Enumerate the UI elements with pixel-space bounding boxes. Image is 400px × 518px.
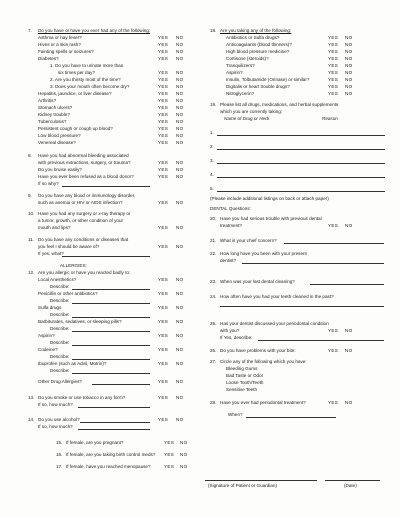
q12-item-yes[interactable]: YES — [158, 347, 169, 352]
q12-describe-label: Describe: — [50, 284, 70, 289]
q12-item-no[interactable]: NO — [176, 333, 184, 338]
q19-row-line[interactable] — [217, 163, 385, 164]
q8-no[interactable]: NO — [176, 167, 184, 172]
q7-item-label: Low blood pressure? — [38, 133, 81, 138]
q15-yes[interactable]: YES — [164, 440, 175, 445]
q7-item-yes[interactable]: YES — [158, 105, 169, 110]
q13-number: 13. — [28, 395, 35, 400]
q24-number: 24. — [210, 294, 217, 299]
q19-row-line[interactable] — [217, 177, 385, 178]
q25-describe-line[interactable] — [258, 340, 384, 341]
q12-item-yes[interactable]: YES — [158, 319, 169, 324]
q11-line: If yes, what? — [38, 251, 64, 256]
q11-line: Do you have any conditions or diseases that — [38, 237, 129, 242]
q7-item-yes[interactable]: YES — [158, 42, 169, 47]
q26-no[interactable]: NO — [345, 348, 353, 353]
q7-item-no[interactable]: NO — [176, 91, 184, 96]
q12-title: Are you allergic or have you reacted badly to: — [38, 270, 131, 275]
q18-item-label: Tranquilizers? — [226, 63, 255, 68]
q20-no[interactable]: NO — [345, 223, 353, 228]
q18-item-yes[interactable]: YES — [328, 63, 339, 68]
q7-title: Do you have or have you ever had any of the following: — [38, 28, 151, 33]
q8-line: with previous extractions, surgery, or trauma? — [38, 160, 131, 165]
signature-line[interactable] — [205, 480, 317, 481]
q10-line: mouth and lips? — [38, 225, 71, 230]
q12-item-no[interactable]: NO — [176, 277, 184, 282]
q19-row-line[interactable] — [217, 135, 385, 136]
q26-number: 26. — [210, 348, 217, 353]
q8-line: If so why? — [38, 181, 59, 186]
q7-item-label: Kidney trouble? — [38, 112, 70, 117]
q18-item-label: Nitroglycerin? — [226, 91, 255, 96]
q22-line: How long have you been with your present — [220, 251, 307, 256]
q25-number: 25. — [210, 321, 217, 326]
q12-item-label: Other Drug Allergies? — [38, 379, 82, 384]
q25-line: If Yes, describe: — [220, 335, 253, 340]
q18-number: 18. — [210, 28, 217, 33]
q12-describe-line[interactable] — [72, 345, 150, 346]
q28-number: 28. — [210, 400, 217, 405]
q12-describe-line[interactable] — [72, 373, 150, 374]
q8-number: 8. — [28, 153, 32, 158]
q7-item-label: Stomach ulcers? — [38, 105, 73, 110]
q19-line: which you are currently taking: — [220, 109, 283, 114]
q14-line: Do you use alcohol? — [38, 417, 80, 422]
q7-item-yes[interactable]: YES — [158, 98, 169, 103]
q12-other-line[interactable] — [92, 384, 150, 385]
q12-item-no[interactable]: NO — [176, 319, 184, 324]
q7-item-label: Arthritis? — [38, 98, 57, 103]
q28-when-line[interactable] — [246, 417, 336, 418]
q20-line: Have you had serious trouble with previous dental — [220, 216, 322, 221]
q7-item-no[interactable]: NO — [176, 49, 184, 54]
q17-text: If female, have you reached menopause? — [66, 464, 151, 469]
q7-item-label: Asthma or hay fever? — [38, 35, 82, 40]
q12-describe-label: Describe: — [50, 312, 70, 317]
q7-item-yes[interactable]: YES — [158, 126, 169, 131]
q26-text: Do you have problems with your bite: — [220, 348, 296, 353]
q9-no[interactable]: NO — [176, 200, 184, 205]
q23-answer-line[interactable] — [310, 284, 384, 285]
q13-line: If so, how much? — [38, 402, 73, 407]
q11-yes[interactable]: YES — [158, 244, 169, 249]
q12-item-no[interactable]: NO — [176, 347, 184, 352]
q12-describe-line[interactable] — [72, 317, 150, 318]
q28-yes[interactable]: YES — [328, 400, 339, 405]
q22-answer-line[interactable] — [242, 263, 384, 264]
q7-item-no[interactable]: NO — [176, 140, 184, 145]
q22-line: dentist? — [220, 258, 237, 263]
q18-item-label: Insulin, Tolbutamide (Orinase) or similar? — [226, 77, 310, 82]
q12-describe-line[interactable] — [72, 289, 150, 290]
q18-item-no[interactable]: NO — [345, 70, 353, 75]
allergies-heading: ALLERGIES: — [60, 263, 87, 268]
q16-no[interactable]: NO — [180, 452, 188, 457]
q12-describe-line[interactable] — [72, 331, 150, 332]
q18-item-label: Cortisone (steroids)? — [226, 56, 269, 61]
q25-line: Has your dentist discussed your periodontal condition — [220, 321, 329, 326]
q17-number: 17. — [56, 464, 63, 469]
q8-yes[interactable]: YES — [158, 167, 169, 172]
q20-number: 20. — [210, 216, 217, 221]
q25-line: with you? — [220, 328, 240, 333]
q28-when-label: When? — [228, 412, 243, 417]
q7-item-no[interactable]: NO — [176, 98, 184, 103]
q12-item-label: Codeine? — [38, 347, 58, 352]
q14-answer-line[interactable] — [78, 429, 150, 430]
q21-answer-line[interactable] — [284, 243, 384, 244]
q7-item-yes[interactable]: YES — [158, 112, 169, 117]
q10-line: a tumor, growth, or other condition of your — [38, 218, 124, 223]
q8-answer-line[interactable] — [62, 186, 150, 187]
q7-item-label: Tuberculosis? — [38, 119, 67, 124]
q7-item-label: 1. Do you have to urinate more than — [50, 63, 124, 68]
q14-line: If so, how much? — [38, 424, 73, 429]
q18-title: Are you taking any of the following: — [220, 28, 292, 33]
q13-yes[interactable]: YES — [158, 395, 169, 400]
q7-item-no[interactable]: NO — [176, 35, 184, 40]
q7-item-no[interactable]: NO — [176, 126, 184, 131]
q15-text: If female, are you pregnant? — [66, 440, 124, 445]
q12-item-no[interactable]: NO — [176, 379, 184, 384]
q19-row-number: 1. — [210, 130, 214, 135]
q22-number: 22. — [210, 251, 217, 256]
q18-item-label: Anticoagulants (blood thinners)? — [226, 42, 292, 47]
q17-yes[interactable]: YES — [164, 464, 175, 469]
q12-item-label: Ibuprofen (such as Advil, Motrin)? — [38, 361, 107, 366]
q7-item-no[interactable]: NO — [176, 84, 184, 89]
q7-item-label: Hepatitis, jaundice, or liver disease? — [38, 91, 112, 96]
q8-line: Do you bruise easily? — [38, 167, 82, 172]
q16-text: If female, are you taking birth control meds? — [66, 452, 156, 457]
q10-line: Have you had any surgery or x-ray therapy or — [38, 211, 131, 216]
q14-yes[interactable]: YES — [158, 417, 169, 422]
q12-describe-label: Describe: — [50, 326, 70, 331]
dental-questions-heading: DENTAL Questions: — [210, 206, 251, 211]
q7-item-yes[interactable]: YES — [158, 91, 169, 96]
q19-row-number: 3. — [210, 158, 214, 163]
q19-row-line[interactable] — [217, 191, 385, 192]
q7-item-no[interactable]: NO — [176, 119, 184, 124]
q18-item-no[interactable]: NO — [345, 35, 353, 40]
q12-item-no[interactable]: NO — [176, 305, 184, 310]
q27-option[interactable]: Sensitive Teeth — [226, 387, 258, 392]
q7-item-yes[interactable]: YES — [158, 119, 169, 124]
q10-yes[interactable]: YES — [158, 225, 169, 230]
q8-yes[interactable]: YES — [158, 174, 169, 179]
q12-item-label: Local Anesthetics? — [38, 277, 77, 282]
q19-row-number: 2. — [210, 144, 214, 149]
q7-item-label: Fainting spells or seizures? — [38, 49, 94, 54]
q25-no[interactable]: NO — [345, 328, 353, 333]
q9-number: 9. — [28, 193, 32, 198]
q17-no[interactable]: NO — [180, 464, 188, 469]
q12-number: 12. — [28, 270, 35, 275]
q23-number: 23. — [210, 279, 217, 284]
q19-row-number: 5. — [210, 186, 214, 191]
q18-item-label: High blood pressure medicine? — [226, 49, 290, 54]
q7-item-yes[interactable]: YES — [158, 140, 169, 145]
q7-item-no[interactable]: NO — [176, 105, 184, 110]
q18-item-no[interactable]: NO — [345, 63, 353, 68]
q12-describe-label: Describe: — [50, 368, 70, 373]
q14-no[interactable]: NO — [176, 417, 184, 422]
q7-item-label: 3. Does your mouth often become dry? — [50, 84, 130, 89]
q12-describe-label: Describe: — [50, 340, 70, 345]
q18-item-label: Antibiotics or Sulfa drugs? — [226, 35, 280, 40]
q18-item-label: Aspirin? — [226, 70, 243, 75]
q7-item-no[interactable]: NO — [176, 56, 184, 61]
q18-item-yes[interactable]: YES — [328, 56, 339, 61]
q20-line: treatment? — [220, 223, 242, 228]
q13-answer-line[interactable] — [78, 407, 150, 408]
q18-item-no[interactable]: NO — [345, 42, 353, 47]
q7-item-yes[interactable]: YES — [158, 77, 169, 82]
q19-col-name: Name of Drug or Herb — [224, 116, 270, 121]
q18-item-yes[interactable]: YES — [328, 91, 339, 96]
q7-item-no[interactable]: NO — [176, 112, 184, 117]
q8-no[interactable]: NO — [176, 160, 184, 165]
q19-row-line[interactable] — [217, 149, 385, 150]
q7-item-yes[interactable]: YES — [158, 56, 169, 61]
q11-no[interactable]: NO — [176, 244, 184, 249]
q7-item-no[interactable]: NO — [176, 77, 184, 82]
q18-item-no[interactable]: NO — [345, 91, 353, 96]
q19-number: 19. — [210, 102, 217, 107]
q8-line: Have you ever been refused as a blood donor? — [38, 174, 134, 179]
q27-option[interactable]: Bleeding Gums — [226, 366, 258, 371]
q18-item-yes[interactable]: YES — [328, 42, 339, 47]
q9-line: such as anemia or HIV or AIDS infection? — [38, 200, 123, 205]
q18-item-no[interactable]: NO — [345, 49, 353, 54]
q12-item-yes[interactable]: YES — [158, 379, 169, 384]
q11-number: 11. — [28, 237, 35, 242]
q7-item-yes[interactable]: YES — [158, 84, 169, 89]
q18-item-yes[interactable]: YES — [328, 35, 339, 40]
q24-answer-line[interactable] — [220, 306, 384, 307]
q7-item-no[interactable]: NO — [176, 133, 184, 138]
q7-item-no[interactable]: NO — [176, 70, 184, 75]
q12-item-no[interactable]: NO — [176, 291, 184, 296]
q12-item-label: Penicillin or other antibiotics? — [38, 291, 98, 296]
q16-yes[interactable]: YES — [164, 452, 175, 457]
q26-yes[interactable]: YES — [328, 348, 339, 353]
q21-number: 21. — [210, 238, 217, 243]
q18-item-yes[interactable]: YES — [328, 70, 339, 75]
q8-no[interactable]: NO — [176, 174, 184, 179]
q14-line-blank[interactable] — [80, 422, 150, 423]
date-label: (Date) — [344, 483, 357, 488]
q13-line: Do you smoke or use tobacco in any form? — [38, 395, 126, 400]
q8-line: Have you had abnormal bleeding associated — [38, 153, 129, 158]
q12-item-label: Sulfa drugs — [38, 305, 62, 310]
q13-no[interactable]: NO — [176, 395, 184, 400]
q27-option[interactable]: Bad Taste or Odor — [226, 373, 264, 378]
q19-note: (Please include additional listings on back or attach paper) — [210, 196, 329, 201]
q12-item-label: Barbiturates, sedatives, or sleeping pills? — [38, 319, 122, 324]
q7-item-no[interactable]: NO — [176, 42, 184, 47]
q10-no[interactable]: NO — [176, 225, 184, 230]
q19-row-number: 4. — [210, 172, 214, 177]
q7-item-label: Diabetes? — [38, 56, 59, 61]
q12-describe-label: Describe: — [50, 298, 70, 303]
date-line[interactable] — [325, 480, 380, 481]
q7-item-yes[interactable]: YES — [158, 133, 169, 138]
q18-item-yes[interactable]: YES — [328, 49, 339, 54]
q12-item-yes[interactable]: YES — [158, 361, 169, 366]
q12-item-label: Aspirin? — [38, 333, 55, 338]
q19-col-reason: Reason — [322, 116, 338, 121]
q7-item-label: six times per day? — [58, 70, 96, 75]
q12-item-yes[interactable]: YES — [158, 305, 169, 310]
q16-number: 16. — [56, 452, 63, 457]
q18-item-no[interactable]: NO — [345, 56, 353, 61]
q18-item-yes[interactable]: YES — [328, 84, 339, 89]
q15-no[interactable]: NO — [180, 440, 188, 445]
q7-item-label: Hives or a skin rash? — [38, 42, 81, 47]
q28-text: Have you ever had periodontal treatment? — [220, 400, 306, 405]
q18-item-label: Digitalis or heart trouble drugs? — [226, 84, 290, 89]
q27-number: 27. — [210, 359, 217, 364]
q12-item-yes[interactable]: YES — [158, 333, 169, 338]
q21-text: What is your chief concern? — [220, 238, 277, 243]
q28-no[interactable]: NO — [345, 400, 353, 405]
q12-item-yes[interactable]: YES — [158, 291, 169, 296]
q10-number: 10. — [28, 211, 35, 216]
q24-text: How often have you had your teeth cleaned in the past? — [220, 294, 334, 299]
q18-item-no[interactable]: NO — [345, 77, 353, 82]
q11-answer-line[interactable] — [62, 256, 150, 257]
q7-number: 7. — [28, 28, 32, 33]
q12-item-no[interactable]: NO — [176, 361, 184, 366]
q9-line: Do you have any blood or immunology disorder, — [38, 193, 136, 198]
q7-item-yes[interactable]: YES — [158, 70, 169, 75]
q9-yes[interactable]: YES — [158, 200, 169, 205]
q23-text: When was your last dental cleaning? — [220, 279, 295, 284]
q20-yes[interactable]: YES — [328, 223, 339, 228]
q27-text: Circle any of the following which you have: — [220, 359, 307, 364]
q7-item-label: Venereal disease? — [38, 140, 76, 145]
q18-item-yes[interactable]: YES — [328, 77, 339, 82]
q7-item-label: Persistent cough or cough up blood? — [38, 126, 113, 131]
q19-line: Please list all drugs, medications, and herbal supplements — [220, 102, 339, 107]
q25-yes[interactable]: YES — [328, 328, 339, 333]
q18-item-no[interactable]: NO — [345, 84, 353, 89]
q11-line: you feel I should be aware of? — [38, 244, 100, 249]
q12-item-yes[interactable]: YES — [158, 277, 169, 282]
q27-option[interactable]: Loose Tooth/Teeth — [226, 380, 264, 385]
signature-label: (Signature of Patient or Guardian) — [208, 483, 277, 488]
q7-item-yes[interactable]: YES — [158, 49, 169, 54]
q7-item-label: 2. Are you thirsty most of the time? — [50, 77, 121, 82]
q14-number: 14. — [28, 417, 35, 422]
q7-item-yes[interactable]: YES — [158, 35, 169, 40]
q8-yes[interactable]: YES — [158, 160, 169, 165]
q15-number: 15. — [56, 440, 63, 445]
q12-describe-label: Describe: — [50, 354, 70, 359]
q12-describe-line[interactable] — [72, 359, 150, 360]
q12-describe-line[interactable] — [72, 303, 150, 304]
